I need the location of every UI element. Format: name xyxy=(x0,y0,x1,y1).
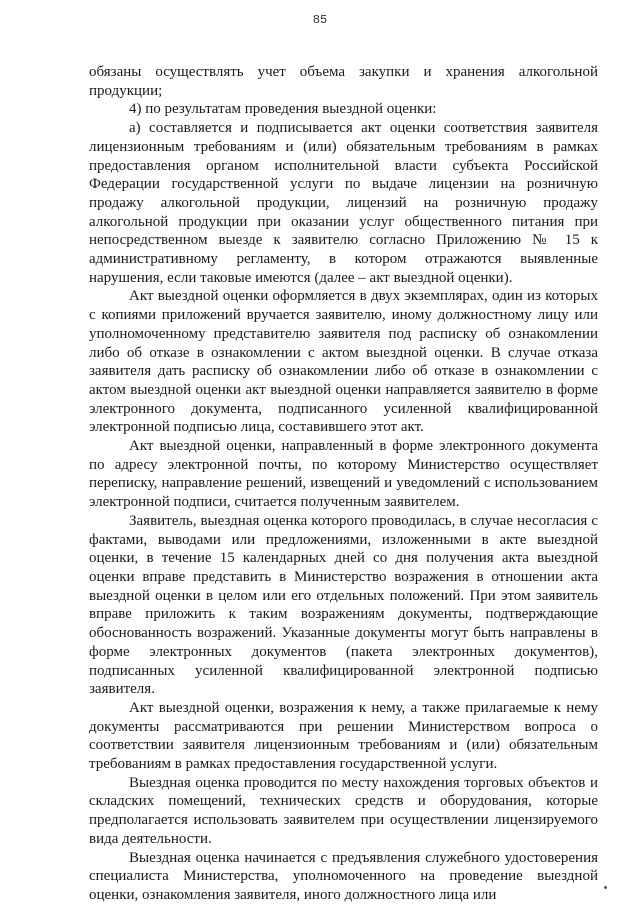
scan-artifact-dot xyxy=(604,886,607,889)
paragraph: Акт выездной оценки оформляется в двух экземплярах, один из которых с копиями приложений вручается заявителю, иному должностному лицу или уполномоченному представителю заявителя под расписку об ознакомлении либо об отказе в ознакомлении с актом выездной оценки. В случае отказа заявителя дать расписку об ознакомлении либо об отказе в ознакомлении с актом выездной оценки акт выездной оценки направляется заявителю в форме электронного документа, подписанного усиленной квалифицированной электронной подписью лица, составившего этот акт. xyxy=(89,288,598,436)
paragraph: Выездная оценка начинается с предъявления служебного удостоверения специалиста Министерства, уполномоченного на проведение выездной оценки, ознакомления заявителя, иного должностного лица или xyxy=(89,849,598,903)
paragraph: обязаны осуществлять учет объема закупки и хранения алкогольной продукции; xyxy=(89,64,598,99)
page-number: 85 xyxy=(312,13,328,27)
paragraph: Акт выездной оценки, направленный в форме электронного документа по адресу электронной почты, по которому Министерство осуществляет переписку, направление решений, извещений и уведомлений с использованием электронной подписи, считается полученным заявителем. xyxy=(89,438,598,511)
paragraph: Заявитель, выездная оценка которого проводилась, в случае несогласия с фактами, выводами или предложениями, изложенными в акте выездной оценки, в течение 15 календарных дней со дня получения акта выездной оценки вправе представить в Министерство возражения в отношении акта выездной оценки в целом или его отдельных положений. При этом заявитель вправе приложить к таким возражениям документы, подтверждающие обоснованность возражений. Указанные документы могут быть направлены в форме электронных документов (пакета электронных документов), подписанных усиленной квалифицированной электронной подписью заявителя. xyxy=(89,512,598,698)
paragraph: а) составляется и подписывается акт оценки соответствия заявителя лицензионным требованиям и (или) обязательным требованиям в рамках предоставления органом исполнительной власти субъекта Российской Федерации государственной услуги по выдаче лицензии на розничную продажу алкогольной продукции, лицензий на розничную продажу алкогольной продукции при оказании услуг общественного питания при непосредственном выезде к заявителю согласно Приложению № 15 к административному регламенту, в котором отражаются выявленные нарушения, если таковые имеются (далее – акт выездной оценки). xyxy=(89,120,598,286)
document-body xyxy=(89,63,598,905)
paragraph: 4) по результатам проведения выездной оценки: xyxy=(129,101,437,118)
paragraph: Акт выездной оценки, возражения к нему, а также прилагаемые к нему документы рассматриваются при решении Министерством вопроса о соответствии заявителя лицензионным требованиям и (или) обязательным требованиям в рамках предоставления государственной услуги. xyxy=(89,699,598,773)
paragraph: Выездная оценка проводится по месту нахождения торговых объектов и складских помещений, технических средств и оборудования, которые предполагается использовать заявителем при осуществлении лицензируемого вида деятельности. xyxy=(89,774,598,847)
